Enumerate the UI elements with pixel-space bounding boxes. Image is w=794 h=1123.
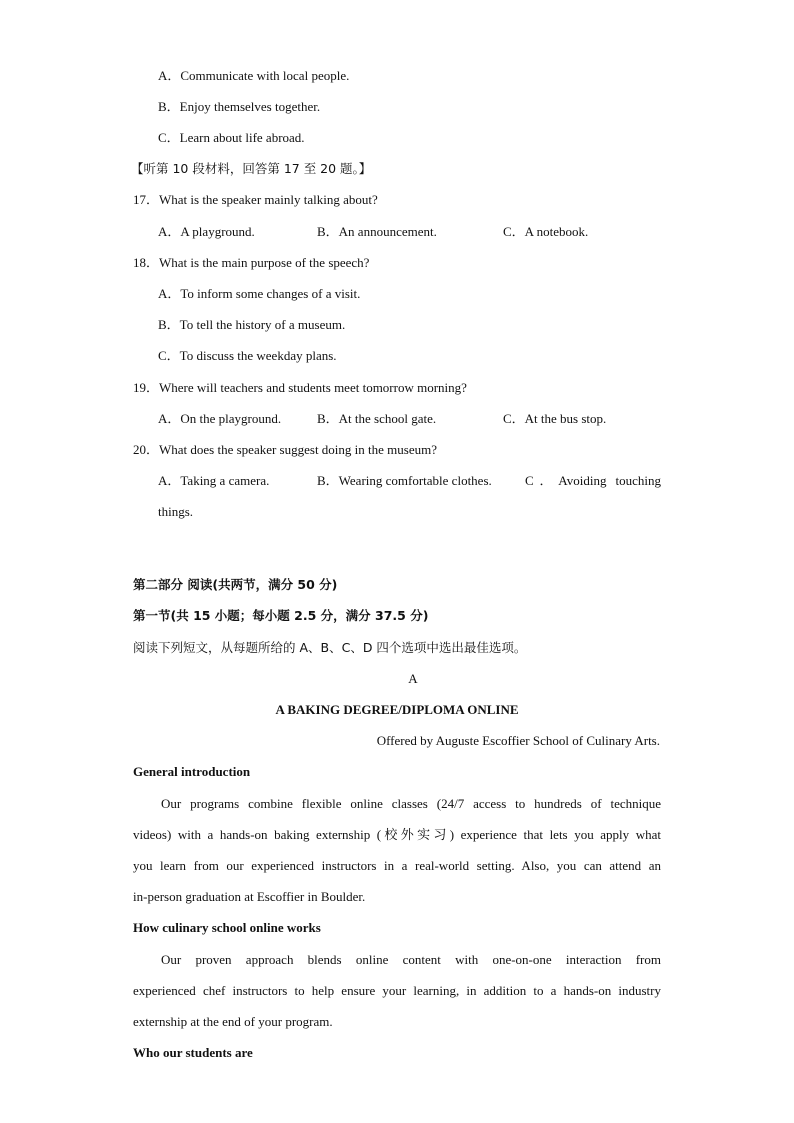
q20-option-c-continued: things.	[158, 504, 194, 519]
general-paragraph-line: Our programs combine flexible online classes (24/7 access to hundreds of technique	[161, 796, 661, 811]
part-two-title: 第二部分 阅读(共两节，满分 50 分)	[133, 577, 338, 592]
q18-option-c: C．To discuss the weekday plans.	[158, 348, 337, 363]
q20-option-b: B．Wearing comfortable clothes.	[317, 473, 492, 488]
general-paragraph-line: videos) with a hands-on baking externship (校外实习) experience that lets you apply what	[133, 827, 661, 842]
how-it-works-heading: How culinary school online works	[133, 920, 321, 935]
q18-option-b: B．To tell the history of a museum.	[158, 317, 346, 332]
q17-option-b: B．An announcement.	[317, 224, 437, 239]
q20-option-c: C．Avoiding touching	[525, 473, 661, 488]
passage-letter: A	[408, 671, 418, 686]
q16-option-a: A．Communicate with local people.	[158, 68, 350, 83]
q18-option-a: A．To inform some changes of a visit.	[158, 286, 361, 301]
q17-option-c: C．A notebook.	[503, 224, 589, 239]
passage-byline: Offered by Auguste Escoffier School of Culinary Arts.	[376, 733, 660, 748]
q20-option-a: A．Taking a camera.	[158, 473, 270, 488]
general-intro-heading: General introduction	[133, 764, 251, 779]
passage-title: A BAKING DEGREE/DIPLOMA ONLINE	[275, 702, 519, 717]
how-paragraph-line: externship at the end of your program.	[133, 1014, 333, 1029]
q17-option-a: A．A playground.	[158, 224, 255, 239]
q19-question: 19．Where will teachers and students meet tomorrow morning?	[133, 380, 467, 395]
section10-header: 【听第 10 段材料，回答第 17 至 20 题。】	[131, 161, 372, 176]
q19-option-a: A．On the playground.	[158, 411, 282, 426]
q20-question: 20．What does the speaker suggest doing in the museum?	[133, 442, 437, 457]
reading-instructions: 阅读下列短文，从每题所给的 A、B、C、D 四个选项中选出最佳选项。	[133, 640, 527, 655]
q19-option-c: C．At the bus stop.	[503, 411, 607, 426]
section-one-title: 第一节(共 15 小题；每小题 2.5 分，满分 37.5 分)	[133, 608, 429, 623]
q16-option-b: B．Enjoy themselves together.	[158, 99, 321, 114]
q16-option-c: C．Learn about life abroad.	[158, 130, 305, 145]
who-students-heading: Who our students are	[133, 1045, 253, 1060]
how-paragraph-line: Our proven approach blends online content with one-on-one interaction from	[161, 952, 661, 967]
how-paragraph-line: experienced chef instructors to help ensure your learning, in addition to a hands-on industry	[133, 983, 661, 998]
general-paragraph-line: you learn from our experienced instructors in a real-world setting. Also, you can attend an	[133, 858, 661, 873]
q17-question: 17．What is the speaker mainly talking about?	[133, 192, 378, 207]
q18-question: 18．What is the main purpose of the speech?	[133, 255, 370, 270]
general-paragraph-line: in-person graduation at Escoffier in Boulder.	[133, 889, 366, 904]
q19-option-b: B．At the school gate.	[317, 411, 437, 426]
